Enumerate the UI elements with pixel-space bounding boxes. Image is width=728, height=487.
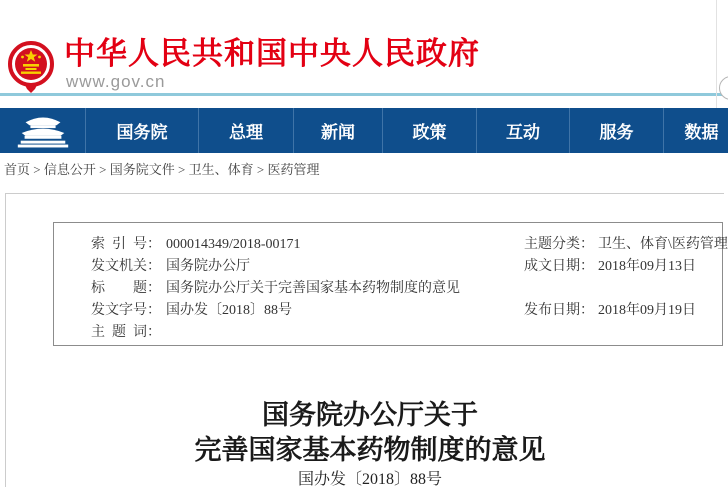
meta-label-written-date: 成文日期：: [524, 259, 594, 274]
nav-item-interaction[interactable]: 互动: [477, 108, 570, 153]
site-url: www.gov.cn: [66, 72, 166, 91]
breadcrumb-separator: >: [174, 162, 189, 177]
nav-item-news[interactable]: 新闻: [294, 108, 383, 153]
breadcrumb-info-disclosure[interactable]: 信息公开: [43, 162, 96, 177]
breadcrumb-separator: >: [253, 162, 268, 177]
document-title-line1: 国务院办公厅关于: [262, 400, 478, 430]
nav-item-services[interactable]: 服务: [570, 108, 664, 153]
meta-value-publish-date: 2018年09月19日: [598, 303, 696, 318]
tiananmen-icon: [12, 114, 74, 148]
right-edge-divider: [716, 0, 717, 110]
meta-label-doc-number: 发文字号：: [91, 303, 161, 318]
header-divider-line: [0, 93, 728, 96]
meta-row-issuing-agency: [91, 256, 161, 278]
nav-item-premier[interactable]: 总理: [199, 108, 294, 153]
meta-label-issuing-agency: 发文机关：: [91, 259, 161, 274]
meta-label-index-number: 索 引 号：: [91, 237, 161, 252]
nav-item-data[interactable]: 数据: [684, 123, 719, 142]
meta-label-publish-date: 发布日期：: [524, 303, 594, 318]
emblem-svg: [8, 38, 54, 96]
national-emblem-icon[interactable]: [8, 38, 54, 96]
meta-value-written-date: 2018年09月13日: [598, 259, 696, 274]
breadcrumb-health-sports[interactable]: 卫生、体育: [188, 162, 254, 177]
meta-row-written-date: [524, 256, 594, 278]
document-title: [0, 398, 728, 468]
meta-value-title: 国务院办公厅关于完善国家基本药物制度的意见: [166, 281, 460, 296]
breadcrumb-separator: >: [30, 162, 44, 177]
breadcrumb: [4, 159, 319, 178]
meta-row-publish-date: [524, 300, 594, 322]
meta-label-subject-words: 主 题 词：: [91, 325, 161, 340]
breadcrumb-separator: >: [95, 162, 110, 177]
meta-value-doc-number: 国办发〔2018〕88号: [166, 303, 292, 318]
nav-item-state-council[interactable]: 国务院: [86, 108, 199, 153]
meta-row-subject-words: [91, 322, 161, 344]
main-nav: [0, 108, 728, 153]
nav-item-policy[interactable]: 政策: [383, 108, 477, 153]
meta-value-index-number: 000014349/2018-00171: [166, 237, 301, 252]
breadcrumb-medicine-admin: 医药管理: [267, 162, 320, 177]
meta-label-title: 标 题：: [91, 281, 161, 296]
breadcrumb-home[interactable]: 首页: [4, 162, 31, 177]
meta-value-subject-category: 卫生、体育\医药管理: [598, 237, 728, 252]
nav-home-item[interactable]: [0, 108, 86, 153]
meta-row-index-number: [91, 234, 161, 256]
meta-row-subject-category: [524, 234, 594, 256]
floating-widget-cutoff[interactable]: [719, 76, 728, 100]
document-number: 国办发〔2018〕88号: [297, 471, 442, 487]
document-title-line2: 完善国家基本药物制度的意见: [194, 435, 546, 465]
meta-label-subject-category: 主题分类：: [524, 237, 594, 252]
meta-row-doc-number: [91, 300, 161, 322]
meta-row-title: [91, 278, 161, 300]
breadcrumb-state-council-docs[interactable]: 国务院文件: [109, 162, 175, 177]
site-title: 中华人民共和国中央人民政府: [64, 36, 480, 71]
meta-value-issuing-agency: 国务院办公厅: [166, 259, 250, 274]
document-metadata-table: [53, 222, 728, 346]
